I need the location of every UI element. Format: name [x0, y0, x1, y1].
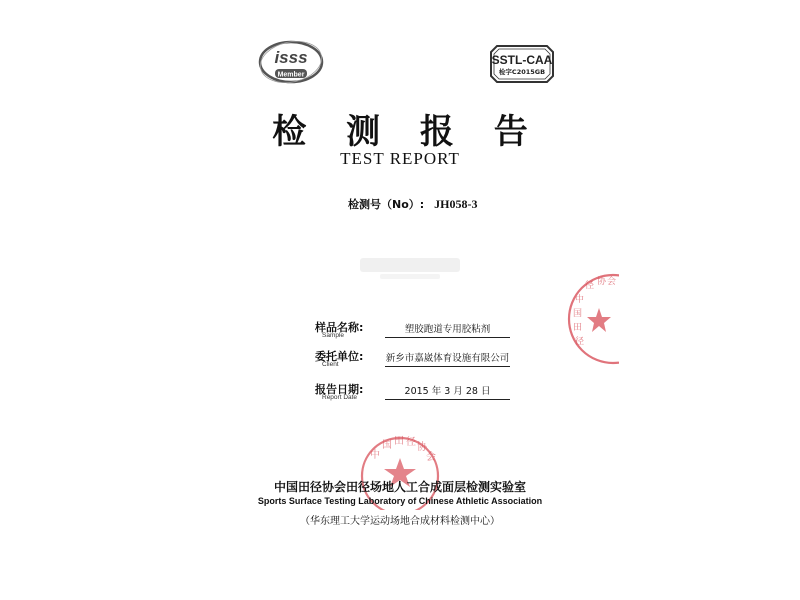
- client-label-en: Client: [322, 361, 339, 368]
- svg-text:径协会: 径 协会: [585, 277, 617, 291]
- lab-sub-name: （华东理工大学运动场地合成材料检测中心）: [300, 516, 500, 527]
- field-client: [300, 348, 540, 374]
- client-label: 委托单位:: [315, 350, 364, 363]
- official-seal-right: [557, 272, 619, 366]
- report-number-value: JH058-3: [434, 197, 478, 211]
- isss-logo-subtext: Member: [277, 71, 305, 79]
- report-date-label: 报告日期:: [315, 383, 364, 396]
- sstl-logo-subtext: 检字C2015GB: [498, 68, 546, 76]
- isss-logo-text: isss: [274, 48, 308, 67]
- sstl-logo-text: SSTL-CAA: [491, 53, 553, 67]
- report-title-cn: 检 测 报 告: [272, 112, 542, 152]
- isss-member-logo: [258, 38, 324, 86]
- lab-name-en: Sports Surface Testing Laboratory of Chinese Athletic Association: [257, 496, 543, 506]
- report-date-value: 2015 年 3 月 28 日: [385, 383, 510, 400]
- report-number-label: 检测号（No）:: [348, 198, 425, 211]
- sstl-caa-logo: [487, 42, 557, 86]
- svg-text:中国田径协会: 中国 田 径协会: [370, 436, 436, 463]
- field-report-date: [300, 381, 540, 407]
- report-date-label-en: Report Date: [322, 394, 358, 401]
- report-number: [348, 196, 478, 212]
- lab-name-cn: 中国田径协会田径场地人工合成面层检测实验室: [273, 480, 526, 494]
- sample-value: 塑胶跑道专用胶粘剂: [385, 321, 510, 338]
- field-sample: [300, 319, 540, 345]
- svg-text:中国田径: 中国田径: [573, 295, 585, 347]
- report-title-en: TEST REPORT: [340, 149, 460, 168]
- sample-label-en: Sample: [322, 332, 345, 339]
- sample-label: 样品名称:: [315, 321, 364, 334]
- client-value: 新乡市嘉崴体育设施有限公司: [385, 350, 510, 367]
- faint-watermark: [350, 252, 470, 282]
